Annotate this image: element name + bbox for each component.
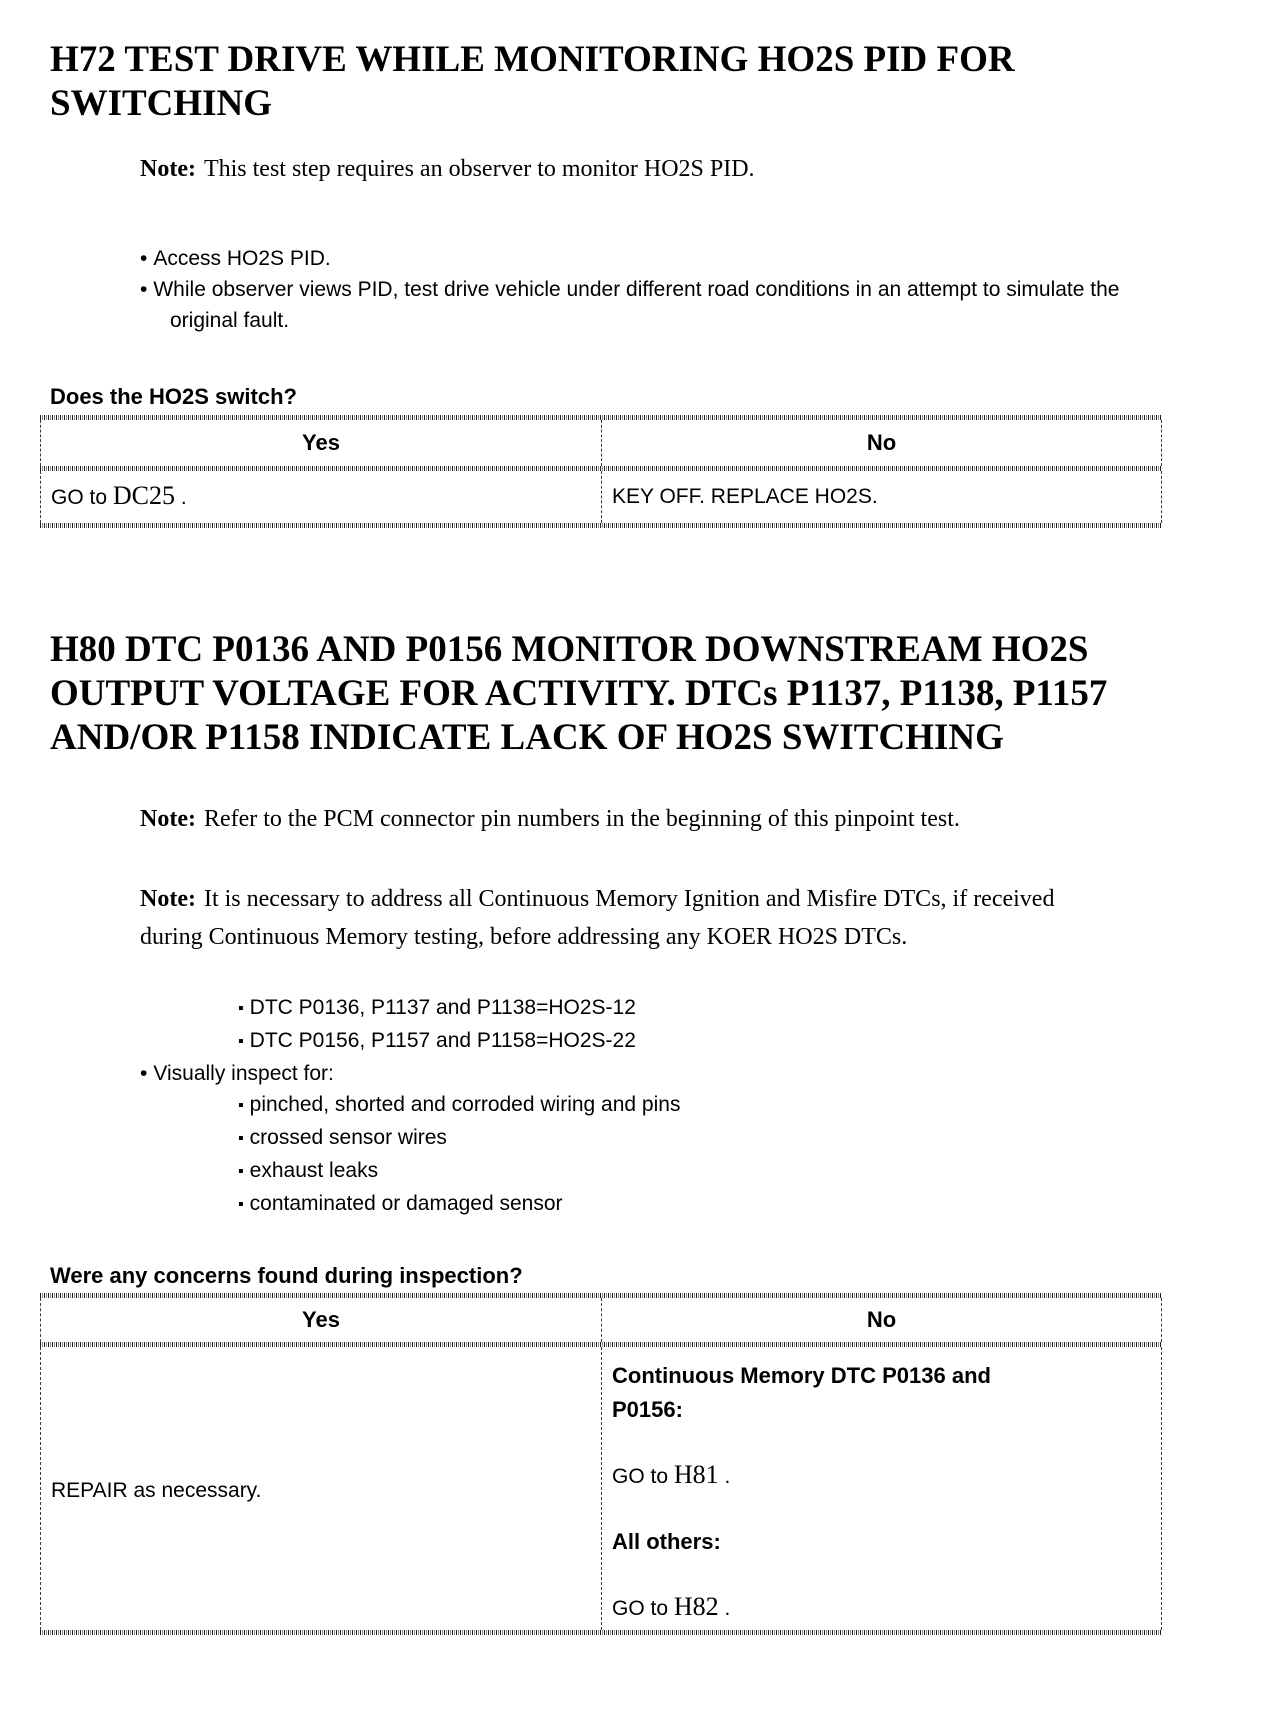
- table-row: [40, 1347, 1162, 1630]
- no-action-text: KEY OFF. REPLACE HO2S.: [612, 485, 878, 508]
- list-item: [238, 1122, 1138, 1155]
- list-item: [140, 274, 1130, 336]
- list-item-text: contaminated or damaged sensor: [249, 1192, 563, 1215]
- note-label: Note:: [140, 156, 196, 182]
- h80-dtc-list: [238, 992, 1138, 1058]
- table-border: [40, 1630, 1162, 1635]
- h80-note-1: [140, 800, 1075, 838]
- list-item: [238, 1155, 1138, 1188]
- h72-note: [140, 150, 1075, 188]
- go-to-prefix: GO to: [612, 1465, 674, 1488]
- link-dc25[interactable]: DC25: [112, 481, 175, 510]
- square-bullet-icon: ▪: [238, 1033, 244, 1050]
- link-h81[interactable]: H81: [673, 1460, 719, 1489]
- table-header-yes: Yes: [40, 1298, 601, 1342]
- h80-step-heading: H80 DTC P0136 AND P0156 MONITOR DOWNSTREAM HO2S OUTPUT VOLTAGE FOR ACTIVITY. DTCs P1137, P1138, P1157 AND/OR P1158 INDICATE LACK OF HO2S SWITCHING: [50, 629, 1108, 758]
- go-to-suffix: .: [174, 486, 187, 509]
- h72-bullet-list: [140, 243, 1130, 336]
- list-item-text: pinched, shorted and corroded wiring and pins: [249, 1093, 681, 1116]
- table-header-no: No: [601, 1298, 1162, 1342]
- square-bullet-icon: ▪: [238, 1196, 244, 1213]
- bullet-icon: •: [140, 247, 148, 270]
- h80-note-2: [140, 880, 1075, 956]
- list-item-text: Access HO2S PID.: [153, 247, 331, 270]
- square-bullet-icon: ▪: [238, 1130, 244, 1147]
- go-to-text: [612, 1594, 1151, 1622]
- h80-question: Were any concerns found during inspection?: [50, 1263, 523, 1288]
- note-text: It is necessary to address all Continuous Memory Ignition and Misfire DTCs, if received during Continuous Memory testing, before addressing any KOER HO2S DTCs.: [140, 886, 1055, 950]
- square-bullet-icon: ▪: [238, 1000, 244, 1017]
- link-h82[interactable]: H82: [673, 1592, 719, 1621]
- yes-action-text: REPAIR as necessary.: [51, 1478, 262, 1502]
- h72-question: Does the HO2S switch?: [50, 384, 297, 409]
- bullet-icon: •: [140, 1062, 148, 1085]
- no-action-cell: [601, 471, 1162, 523]
- list-item-text: DTC P0136, P1137 and P1138=HO2S-12: [249, 996, 636, 1019]
- go-to-suffix: .: [718, 1465, 731, 1488]
- note-text: Refer to the PCM connector pin numbers in the beginning of this pinpoint test.: [203, 806, 960, 832]
- list-item: [238, 1089, 1138, 1122]
- h80-inspect-bullet: [140, 1058, 1160, 1089]
- yes-action-cell: [40, 1347, 601, 1630]
- list-item-text: While observer views PID, test drive vehicle under different road conditions in an attempt to simulate the original fault.: [153, 278, 1120, 332]
- table-header-row: [40, 420, 1162, 466]
- note-text: This test step requires an observer to monitor HO2S PID.: [203, 156, 755, 182]
- go-to-suffix: .: [718, 1597, 731, 1620]
- list-item: [140, 243, 1130, 274]
- list-item: [238, 1025, 1138, 1058]
- table-header-row: [40, 1298, 1162, 1342]
- h72-step-heading: H72 TEST DRIVE WHILE MONITORING HO2S PID FOR SWITCHING: [50, 39, 1015, 124]
- go-to-text: [612, 1462, 1151, 1490]
- no-cell-condition: Continuous Memory DTC P0136 and P0156:: [612, 1363, 991, 1422]
- table-border: [40, 523, 1162, 528]
- table-header-no: No: [601, 420, 1162, 466]
- bullet-icon: •: [140, 278, 148, 301]
- list-item-text: exhaust leaks: [249, 1159, 379, 1182]
- h80-inspect-list: [238, 1089, 1138, 1221]
- h80-decision-table: [40, 1293, 1162, 1635]
- no-action-cell: [601, 1347, 1162, 1630]
- list-item-text: Visually inspect for:: [153, 1062, 334, 1085]
- go-to-prefix: GO to: [51, 486, 113, 509]
- list-item-text: DTC P0156, P1157 and P1158=HO2S-22: [249, 1029, 636, 1052]
- no-cell-condition: All others:: [612, 1529, 721, 1554]
- h72-decision-table: [40, 415, 1162, 528]
- list-item-text: crossed sensor wires: [249, 1126, 447, 1149]
- table-row: [40, 471, 1162, 523]
- list-item: [238, 992, 1138, 1025]
- list-item: [238, 1188, 1138, 1221]
- go-to-prefix: GO to: [612, 1597, 674, 1620]
- note-label: Note:: [140, 886, 196, 912]
- go-to-text: [51, 483, 187, 511]
- note-label: Note:: [140, 806, 196, 832]
- table-header-yes: Yes: [40, 420, 601, 466]
- square-bullet-icon: ▪: [238, 1163, 244, 1180]
- yes-action-cell: [40, 471, 601, 523]
- square-bullet-icon: ▪: [238, 1097, 244, 1114]
